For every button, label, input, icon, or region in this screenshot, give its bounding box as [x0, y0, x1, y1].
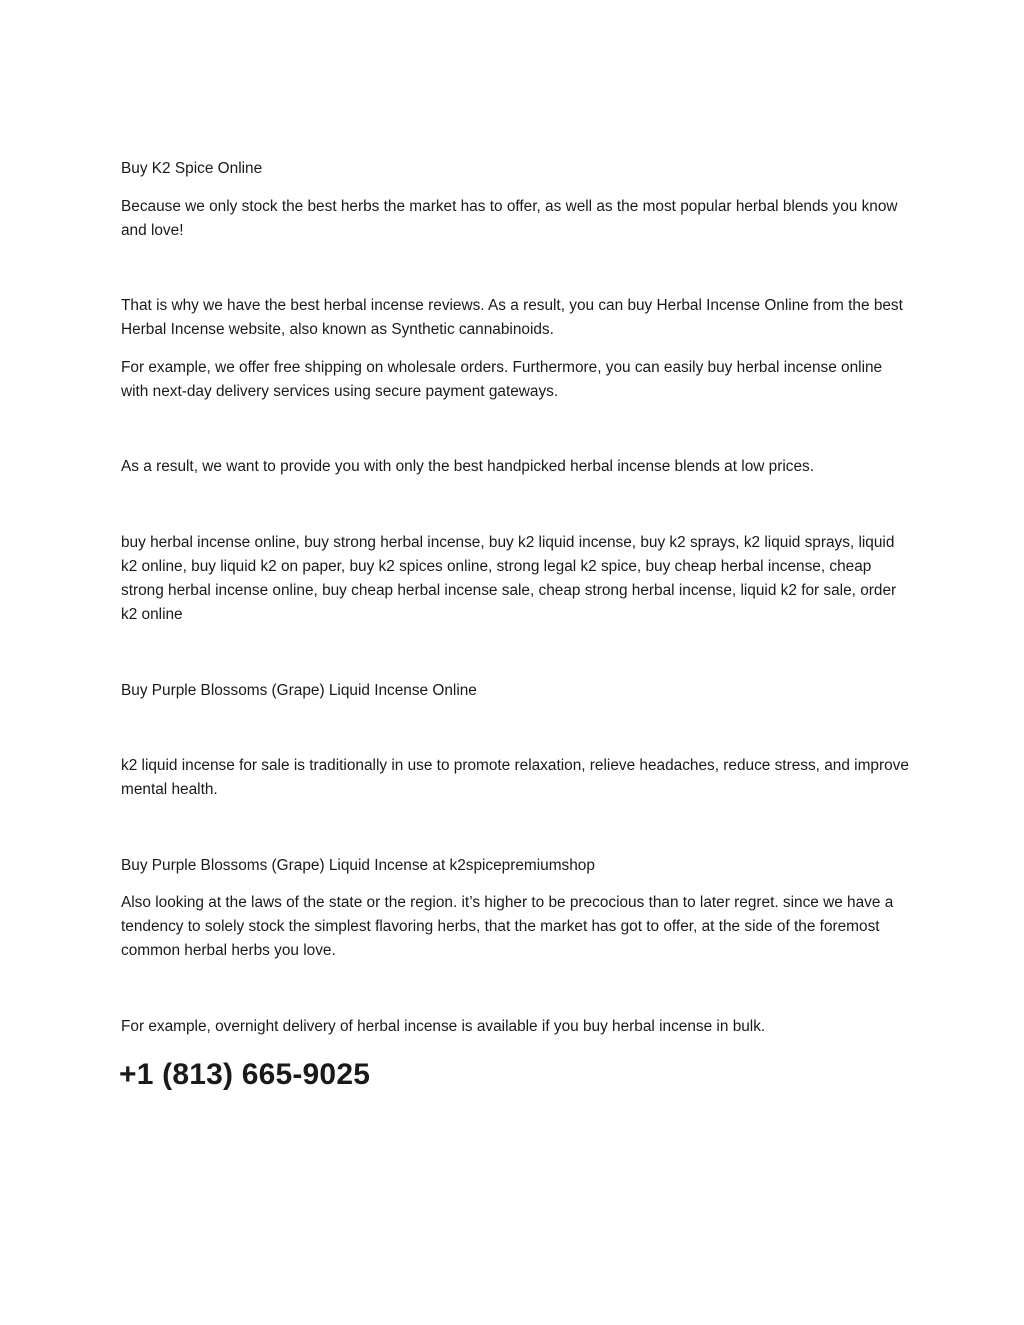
- paragraph-overnight: For example, overnight delivery of herbal incense is available if you buy herbal incense in bulk.: [121, 1018, 766, 1035]
- paragraph-keywords: buy herbal incense online, buy strong herbal incense, buy k2 liquid incense, buy k2 sprays, k2 liquid sprays, liquid k2 online, buy liquid k2 on paper, buy k2 spices online, strong legal k2 spice, buy cheap herbal incense, cheap strong herbal incense online, buy cheap herbal incense sale, cheap strong herbal incense, liquid k2 for sale, order k2 online: [121, 534, 897, 623]
- paragraph-handpicked: As a result, we want to provide you with only the best handpicked herbal incense blends at low prices.: [121, 458, 814, 475]
- phone-number: +1 (813) 665-9025: [119, 1058, 371, 1091]
- subheading-shop: Buy Purple Blossoms (Grape) Liquid Incense at k2spicepremiumshop: [121, 857, 595, 874]
- subheading-purple-blossoms: Buy Purple Blossoms (Grape) Liquid Incense Online: [121, 682, 477, 699]
- paragraph-relaxation: k2 liquid incense for sale is traditionally in use to promote relaxation, relieve headaches, reduce stress, and improve mental health.: [121, 757, 909, 798]
- paragraph-intro: Because we only stock the best herbs the market has to offer, as well as the most popular herbal blends you know and love!: [121, 198, 898, 239]
- paragraph-reviews: That is why we have the best herbal incense reviews. As a result, you can buy Herbal Incense Online from the best Herbal Incense website, also known as Synthetic cannabinoids.: [121, 297, 903, 338]
- paragraph-shipping: For example, we offer free shipping on wholesale orders. Furthermore, you can easily buy herbal incense online with next-day delivery services using secure payment gateways.: [121, 359, 883, 400]
- paragraph-laws: Also looking at the laws of the state or the region. it’s higher to be precocious than to later regret. since we have a tendency to solely stock the simplest flavoring herbs, that the market has got to offer, at the side of the foremost common herbal herbs you love.: [121, 894, 894, 959]
- document-heading: Buy K2 Spice Online: [121, 160, 263, 177]
